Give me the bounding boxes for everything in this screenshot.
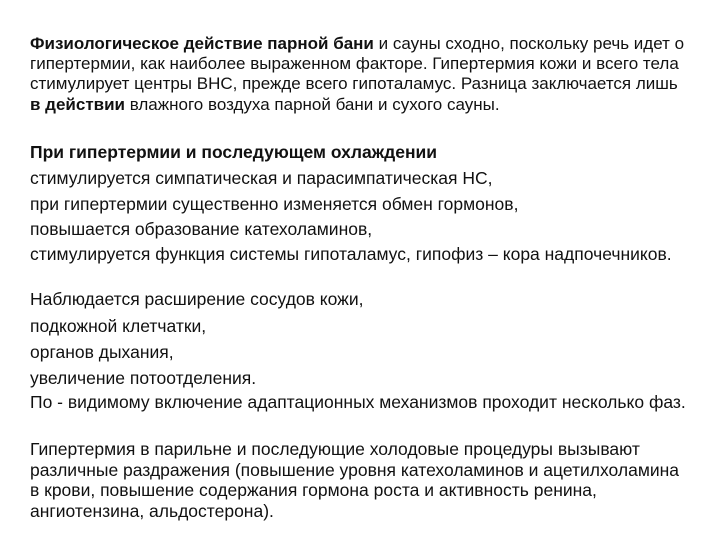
list-item: при гипертермии существенно изменяется обмен гормонов, bbox=[30, 194, 519, 214]
list-item: подкожной клетчатки, bbox=[30, 316, 207, 336]
list-item: стимулируется симпатическая и парасимпатическая НС, bbox=[30, 168, 493, 188]
list-item: По - видимому включение адаптационных механизмов проходит несколько фаз. bbox=[30, 392, 686, 412]
section-heading: При гипертермии и последующем охлаждении bbox=[30, 142, 438, 162]
list-item: Наблюдается расширение сосудов кожи, bbox=[30, 289, 364, 309]
list-item: повышается образование катехоламинов, bbox=[30, 219, 373, 239]
intro-text-2: влажного воздуха парной бани и сухого сауны. bbox=[125, 94, 500, 114]
intro-bold-phrase-2: в действии bbox=[30, 94, 126, 114]
list-item: увеличение потоотделения. bbox=[30, 368, 257, 388]
list-item: органов дыхания, bbox=[30, 342, 174, 362]
list-item: стимулируется функция системы гипоталамус, гипофиз – кора надпочечников. bbox=[30, 244, 672, 264]
intro-bold-phrase: Физиологическое действие парной бани bbox=[30, 34, 374, 53]
list-item: Гипертермия в парильне и последующие холодовые процедуры вызывают различные раздражения (повышение уровня катехоламинов и ацетилхоламина в крови, повышение содержания гормона роста и активность ренина, ангиотензина, альдостерона). bbox=[30, 439, 680, 521]
intro-text: и сауны сходно, поскольку речь идет о гипертермии, как наиболее выраженном факторе. Гипертермия кожи и всего тела стимулирует центры ВНС, прежде всего гипоталамус. Разница заключается лишь bbox=[30, 34, 685, 94]
intro-paragraph bbox=[30, 34, 690, 115]
